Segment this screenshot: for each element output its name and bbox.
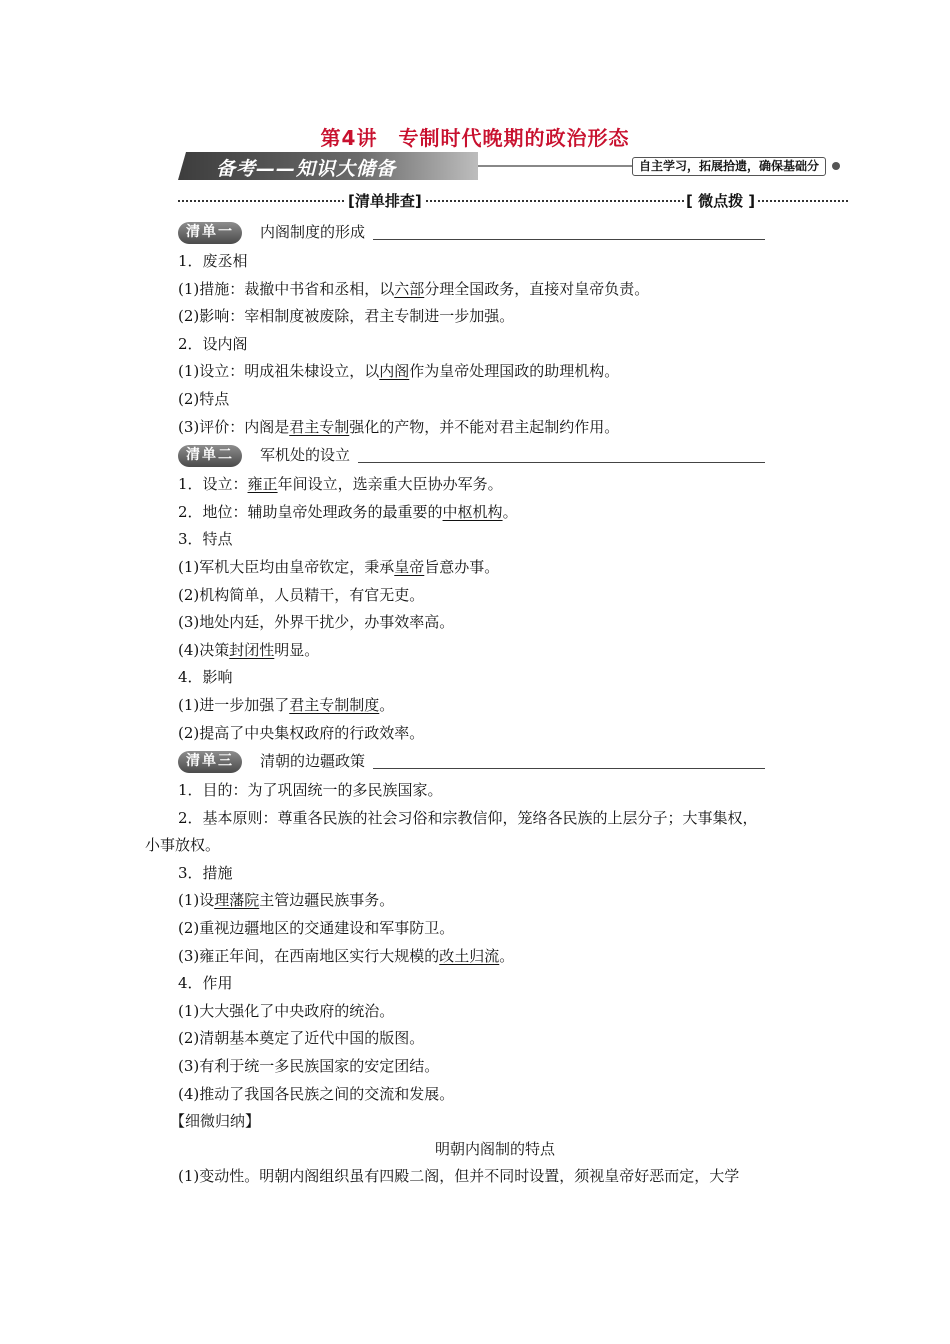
section-title: 清朝的边疆政策: [260, 752, 366, 771]
section-rule: [358, 450, 765, 463]
line-text: (2)重视边疆地区的交通建设和军事防卫。: [178, 919, 455, 938]
section-rule: [373, 756, 765, 769]
checklist-badge: 清单一: [178, 222, 242, 244]
line-text: 1．设立：: [178, 475, 248, 494]
line-text: 旨意办事。: [424, 557, 500, 576]
text-line: [145, 248, 845, 276]
line-text: (3)雍正年间，在西南地区实行大规模的: [178, 946, 440, 965]
underlined-keyword: 皇帝: [394, 557, 425, 576]
line-text: (1)大大强化了中央政府的统治。: [178, 1001, 395, 1020]
checklist-badge: 清单三: [178, 751, 242, 773]
checklist-badge: 清单二: [178, 445, 242, 467]
line-text: 作为皇帝处理国政的助理机构。: [409, 362, 620, 381]
text-line: [145, 1053, 845, 1081]
section-title: 军机处的设立: [260, 446, 351, 465]
text-line: [145, 777, 845, 805]
line-text: (3)地处内廷，外界干扰少，办事效率高。: [178, 613, 455, 632]
line-text: (2)机构简单，人员精干，有官无吏。: [178, 585, 425, 604]
tips-label: [ 微点拨 ]: [686, 192, 756, 210]
line-text: (1)军机大臣均由皇帝钦定，秉承: [178, 557, 395, 576]
line-text: 小事放权。: [145, 836, 221, 855]
text-line: [145, 970, 845, 998]
text-line: [145, 303, 845, 331]
underlined-keyword: 内阁: [379, 362, 410, 381]
line-text: 年间设立，选亲重大臣协办军务。: [277, 475, 503, 494]
text-line: [145, 832, 845, 860]
text-line: [145, 664, 845, 692]
line-text: 2．设内阁: [178, 334, 248, 353]
text-line: [145, 1025, 845, 1053]
text-line: [145, 1081, 845, 1109]
line-text: (3)有利于统一多民族国家的安定团结。: [178, 1057, 440, 1076]
checklist-label: [清单排查]: [348, 192, 422, 210]
line-text: 1．废丞相: [178, 252, 248, 270]
banner-title: 备考——知识大储备: [216, 158, 397, 180]
summary-label: 【细微归纳】: [170, 1112, 261, 1131]
section-header: [145, 218, 845, 248]
text-line: [145, 331, 845, 359]
text-line: [145, 386, 845, 414]
line-text: (1)进一步加强了: [178, 695, 290, 714]
section-header: [145, 747, 845, 777]
section-header: [145, 441, 845, 471]
text-line: [145, 276, 845, 304]
line-text: 。: [379, 695, 395, 714]
text-line: [145, 887, 845, 915]
text-line: [145, 720, 845, 748]
underlined-keyword: 君主专制: [289, 417, 350, 436]
section-banner: [178, 152, 848, 180]
section-title: 内阁制度的形成: [260, 223, 366, 242]
line-text: 。: [502, 502, 518, 521]
line-text: (4)推动了我国各民族之间的交流和发展。: [178, 1084, 455, 1103]
text-line: [145, 998, 845, 1026]
text-line: [145, 805, 845, 833]
line-text: 4．影响: [178, 668, 233, 687]
text-line: [145, 637, 845, 665]
line-text: (4)决策: [178, 640, 230, 659]
text-line: [145, 471, 845, 499]
line-text: (1)措施：裁撤中书省和丞相，以: [178, 279, 395, 298]
text-line: [145, 860, 845, 888]
underlined-keyword: 理藩院: [214, 891, 260, 910]
line-text: (2)影响：宰相制度被废除，君主专制进一步加强。: [178, 307, 515, 326]
underlined-keyword: 雍正: [247, 475, 278, 494]
text-line: [145, 943, 845, 971]
line-text: 2．地位：辅助皇帝处理政务的最重要的: [178, 502, 443, 521]
line-text: 强化的产物，并不能对君主起制约作用。: [349, 417, 620, 436]
line-text: (1)设立：明成祖朱棣设立，以: [178, 362, 380, 381]
banner-dot-icon: [832, 162, 840, 170]
line-text: 2．基本原则：尊重各民族的社会习俗和宗教信仰，笼络各民族的上层分子；大事集权，: [178, 808, 758, 827]
line-text: 1．目的：为了巩固统一的多民族国家。: [178, 781, 443, 800]
underlined-keyword: 封闭性: [229, 640, 275, 659]
underlined-keyword: 六部: [394, 279, 425, 298]
text-line: [145, 499, 845, 527]
text-line: [145, 526, 845, 554]
text-line: [145, 582, 845, 610]
text-line: [145, 414, 845, 442]
banner-tagline: 自主学习，拓展拾遗，确保基础分: [632, 157, 826, 176]
line-text: 明显。: [274, 640, 320, 659]
line-text: 主管边疆民族事务。: [259, 891, 395, 910]
summary-heading: 明朝内阁制的特点: [434, 1139, 555, 1158]
text-line: [145, 554, 845, 582]
line-text: 4．作用: [178, 974, 233, 993]
underlined-keyword: 君主专制制度: [289, 695, 380, 714]
line-text: (3)评价：内阁是: [178, 417, 290, 436]
text-line: [145, 358, 845, 386]
dotted-divider: [178, 190, 848, 210]
line-text: (2)特点: [178, 389, 230, 408]
underlined-keyword: 中枢机构: [442, 502, 503, 521]
line-text: 分理全国政务，直接对皇帝负责。: [424, 279, 650, 298]
line-text: (1)设: [178, 891, 215, 910]
line-text: 3．措施: [178, 863, 233, 882]
line-text: 3．特点: [178, 530, 233, 549]
text-line: [145, 692, 845, 720]
line-text: (2)清朝基本奠定了近代中国的版图。: [178, 1029, 425, 1048]
underlined-keyword: 改土归流: [439, 946, 500, 965]
summary-text: (1)变动性。明朝内阁组织虽有四殿二阁，但并不同时设置，须视皇帝好恶而定，大学: [178, 1167, 740, 1186]
page-title: 第4讲 专制时代晚期的政治形态: [320, 126, 630, 150]
line-text: (2)提高了中央集权政府的行政效率。: [178, 723, 425, 742]
text-line: [145, 609, 845, 637]
line-text: 。: [499, 946, 515, 965]
section-rule: [373, 227, 765, 240]
text-line: [145, 915, 845, 943]
main-content: [145, 218, 845, 1191]
